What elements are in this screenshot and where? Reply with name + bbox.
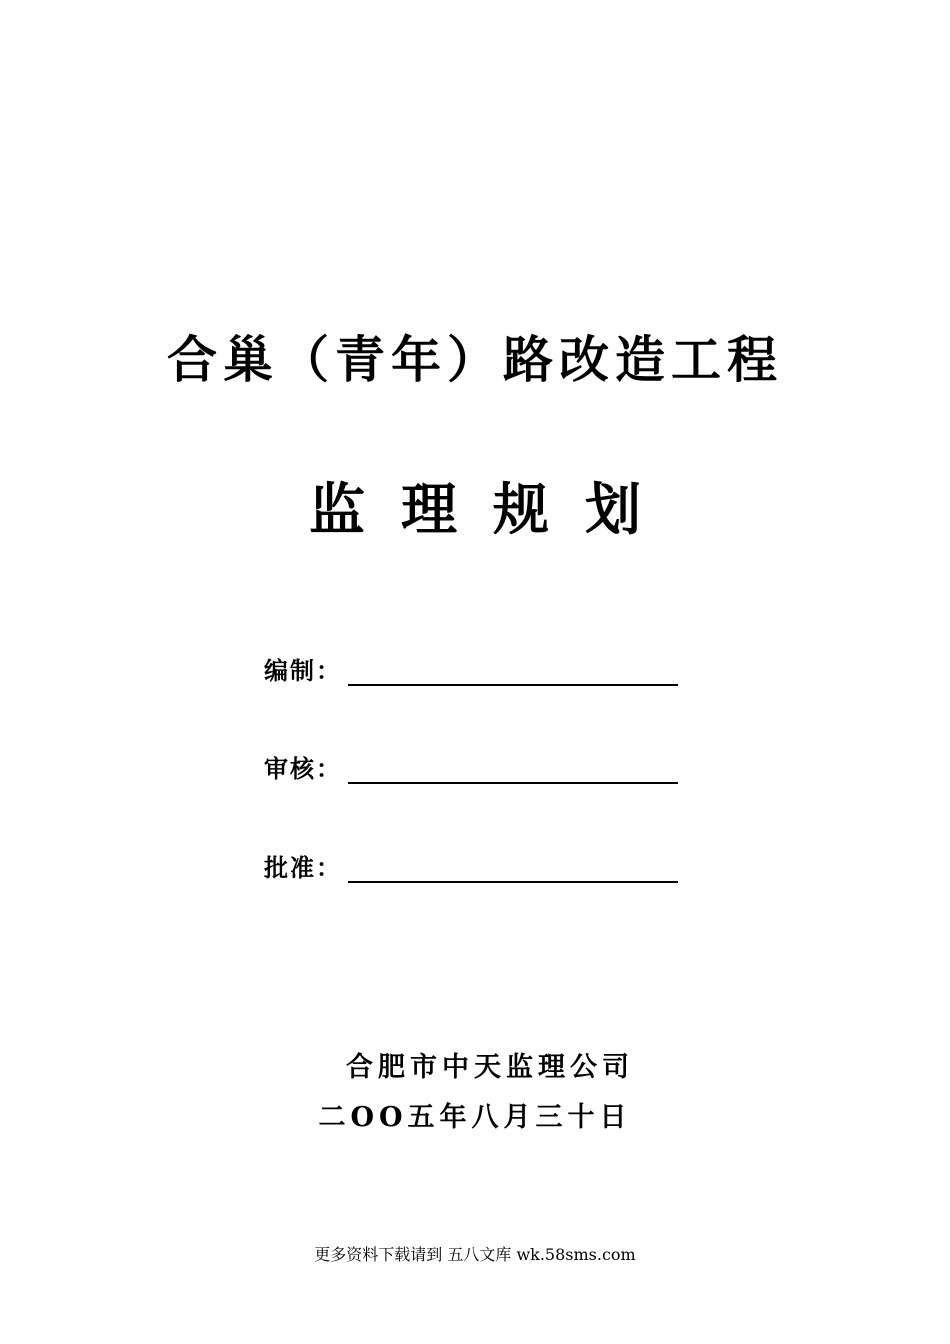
review-label: 审核： [264,754,342,783]
document-date: 二OO五年八月三十日 [318,1102,632,1133]
signature-row-compile [264,646,684,686]
compile-signature-line [348,684,678,686]
approve-signature-line [348,881,678,883]
document-subtitle: 监理规划 [309,477,677,543]
document-title: 合巢（青年）路改造工程 [167,330,783,389]
signature-row-approve [264,843,684,883]
signature-row-review [264,744,684,784]
approve-label: 批准： [264,853,342,882]
review-signature-line [348,782,678,784]
company-name: 合肥市中天监理公司 [346,1052,634,1083]
compile-label: 编制： [264,656,342,685]
download-note: 更多资料下载请到 五八文库 wk.58sms.com [314,1245,636,1264]
